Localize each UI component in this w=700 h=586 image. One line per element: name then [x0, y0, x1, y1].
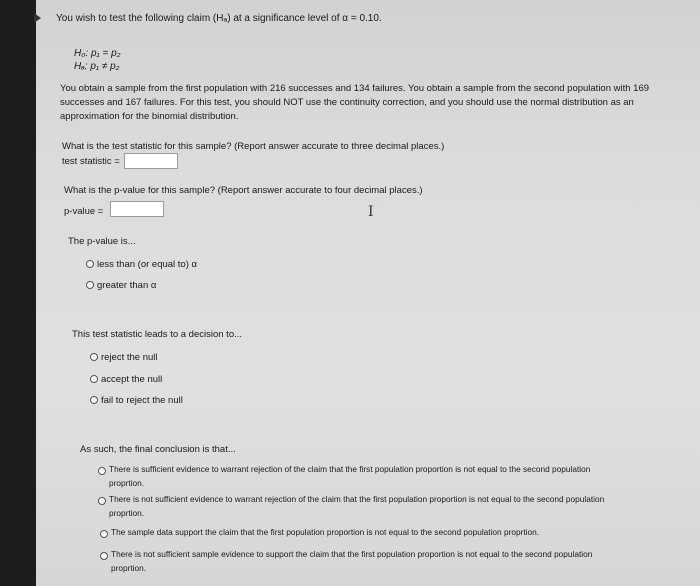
- option-greater-than-alpha: greater than α: [97, 280, 157, 291]
- radio-accept-null[interactable]: [90, 375, 98, 383]
- conclusion-prompt: As such, the final conclusion is that...: [80, 444, 236, 455]
- radio-conclusion-4[interactable]: [100, 552, 108, 560]
- option-fail-to-reject-null: fail to reject the null: [101, 395, 183, 406]
- test-statistic-prompt: What is the test statistic for this sample? (Report answer accurate to three decimal places.): [62, 141, 445, 152]
- setup-text-line-2: successes and 167 failures. For this test, you should NOT use the continuity correction, and you should use the normal distribution as an: [60, 97, 634, 108]
- conclusion-3-line-1: The sample data support the claim that the first population proportion is not equal to the second population proprtion.: [111, 527, 540, 537]
- conclusion-2-line-1: There is not sufficient evidence to warrant rejection of the claim that the first population proportion is not equal to the second population: [109, 494, 605, 504]
- collapse-arrow-icon[interactable]: [34, 13, 41, 23]
- alternative-hypothesis: Hₐ: p₁ ≠ p₂: [74, 61, 120, 72]
- text-cursor-icon: I: [368, 204, 374, 220]
- p-value-input[interactable]: [110, 201, 164, 217]
- p-value-prompt: What is the p-value for this sample? (Report answer accurate to four decimal places.): [64, 185, 423, 196]
- radio-conclusion-2[interactable]: [98, 497, 106, 505]
- conclusion-4-line-2: proprtion.: [111, 563, 147, 573]
- conclusion-1-line-1: There is sufficient evidence to warrant rejection of the claim that the first population proportion is not equal to the second population: [109, 464, 591, 474]
- decision-prompt: This test statistic leads to a decision to...: [72, 329, 243, 340]
- radio-greater-than-alpha[interactable]: [86, 281, 94, 289]
- conclusion-4-line-1: There is not sufficient sample evidence to support the claim that the first population proportion is not equal to the second population: [111, 549, 593, 559]
- null-hypothesis: H₀: p₁ = p₂: [74, 48, 121, 59]
- setup-text-line-3: approximation for the binomial distribution.: [60, 111, 239, 122]
- test-statistic-label: test statistic =: [62, 156, 120, 167]
- conclusion-2-line-2: proprtion.: [109, 508, 145, 518]
- setup-text-line-1: You obtain a sample from the first population with 216 successes and 134 failures. You obtain a sample from the second population with 169: [60, 83, 650, 94]
- question-intro: You wish to test the following claim (Hₐ) at a significance level of α = 0.10.: [56, 13, 382, 24]
- radio-conclusion-3[interactable]: [100, 530, 108, 538]
- test-statistic-input[interactable]: [124, 153, 178, 169]
- radio-fail-to-reject-null[interactable]: [90, 396, 98, 404]
- radio-reject-null[interactable]: [90, 353, 98, 361]
- conclusion-1-line-2: proprtion.: [109, 478, 145, 488]
- option-less-than-alpha: less than (or equal to) α: [97, 259, 198, 270]
- radio-less-than-alpha[interactable]: [86, 260, 94, 268]
- radio-conclusion-1[interactable]: [98, 467, 106, 475]
- p-value-label: p-value =: [64, 206, 104, 217]
- option-accept-null: accept the null: [101, 374, 163, 385]
- p-value-compare-prompt: The p-value is...: [68, 236, 136, 247]
- option-reject-null: reject the null: [101, 352, 158, 363]
